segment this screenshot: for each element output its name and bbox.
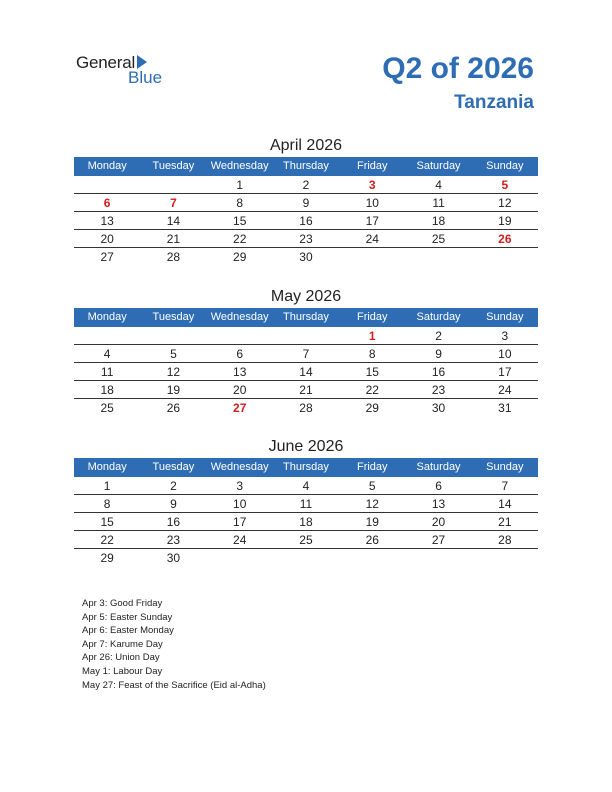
day-cell: 22 (365, 383, 379, 397)
day-cell: 10 (233, 497, 247, 511)
day-cell: 25 (299, 533, 313, 547)
day-cell: 9 (435, 347, 442, 361)
weekday-label: Tuesday (152, 461, 195, 473)
empty-cell (273, 549, 339, 566)
day-cell: 10 (365, 196, 379, 210)
day-cell: 9 (302, 196, 310, 210)
day-cell: 14 (166, 214, 181, 228)
day-cell: 29 (100, 551, 114, 565)
day-cell: 4 (103, 347, 111, 361)
empty-cell (405, 549, 471, 566)
month-june (74, 436, 538, 566)
day-cell: 25 (431, 232, 446, 246)
day-cell: 19 (365, 515, 379, 529)
week-row (74, 248, 538, 265)
day-cell: 23 (299, 232, 313, 246)
day-cell: 13 (100, 214, 114, 228)
empty-cell (405, 248, 471, 265)
weekday-label: Thursday (283, 160, 329, 172)
holiday-note: Apr 3: Good Friday (82, 598, 163, 609)
week-row (74, 230, 538, 248)
empty-cell (339, 549, 405, 566)
day-cell: 22 (100, 533, 114, 547)
day-cell: 11 (100, 365, 114, 379)
weekday-label: Tuesday (152, 311, 195, 323)
week-row (74, 399, 538, 416)
month-may (74, 286, 538, 416)
weekday-header (74, 157, 538, 176)
day-cell: 19 (498, 214, 512, 228)
day-cell: 9 (170, 497, 177, 511)
holiday-notes (82, 597, 266, 692)
day-cell: 27 (233, 401, 247, 415)
month-title: June 2026 (268, 438, 344, 455)
day-cell: 4 (302, 479, 310, 493)
weekday-label: Friday (356, 160, 388, 172)
day-cell: 18 (431, 214, 446, 228)
day-cell: 1 (368, 329, 376, 343)
month-grid (74, 176, 538, 265)
day-cell: 17 (365, 214, 379, 228)
day-cell: 21 (299, 383, 313, 397)
day-cell: 16 (431, 365, 446, 379)
day-cell: 12 (166, 365, 181, 379)
week-row (74, 549, 538, 566)
week-row (74, 381, 538, 399)
holiday-note: Apr 6: Easter Monday (82, 625, 174, 637)
empty-cell (74, 176, 140, 193)
week-row (74, 327, 538, 345)
week-row (74, 477, 538, 495)
empty-cell (339, 248, 405, 265)
weekday-label: Thursday (283, 461, 329, 473)
day-cell: 15 (233, 214, 247, 228)
empty-cell (273, 327, 339, 344)
day-cell: 31 (498, 401, 512, 415)
month-title: April 2026 (269, 137, 343, 154)
week-row (74, 531, 538, 549)
day-cell: 5 (170, 347, 177, 361)
empty-cell (472, 248, 538, 265)
day-cell: 24 (498, 383, 512, 397)
day-cell: 3 (236, 479, 244, 493)
day-cell: 11 (299, 497, 313, 511)
day-cell: 20 (100, 232, 114, 246)
weekday-label: Sunday (486, 311, 524, 323)
weekday-label: Saturday (416, 311, 461, 323)
day-cell: 24 (365, 232, 379, 246)
day-cell: 12 (498, 196, 512, 210)
day-cell: 20 (431, 515, 446, 529)
quarter-title: Q2 of 2026 (382, 52, 534, 85)
week-row (74, 176, 538, 194)
weekday-label: Wednesday (210, 160, 269, 172)
empty-cell (74, 327, 140, 344)
day-cell: 8 (103, 497, 111, 511)
holiday-note: May 27: Feast of the Sacrifice (Eid al-Adha) (82, 679, 266, 691)
day-cell: 14 (498, 497, 512, 511)
day-cell: 7 (170, 196, 177, 210)
weekday-label: Thursday (283, 311, 329, 323)
empty-cell (207, 549, 273, 566)
logo-general-text: General (76, 53, 136, 72)
holiday-note: Apr 7: Karume Day (82, 638, 163, 650)
day-cell: 11 (432, 196, 445, 210)
day-cell: 6 (236, 347, 244, 361)
day-cell: 1 (103, 479, 111, 493)
month-title: May 2026 (270, 288, 342, 305)
day-cell: 21 (498, 515, 512, 529)
empty-cell (207, 327, 273, 344)
week-row (74, 363, 538, 381)
weekday-label: Wednesday (210, 461, 269, 473)
day-cell: 20 (233, 383, 247, 397)
day-cell: 17 (233, 515, 247, 529)
weekday-label: Monday (87, 461, 127, 473)
week-row (74, 212, 538, 230)
day-cell: 12 (365, 497, 379, 511)
holiday-note: Apr 26: Union Day (82, 652, 160, 664)
day-cell: 16 (299, 214, 313, 228)
day-cell: 24 (233, 533, 247, 547)
day-cell: 30 (299, 250, 313, 264)
day-cell: 25 (100, 401, 114, 415)
day-cell: 13 (431, 497, 446, 511)
day-cell: 22 (233, 232, 247, 246)
day-cell: 10 (498, 347, 512, 361)
day-cell: 6 (103, 196, 111, 210)
logo-triangle-icon (137, 55, 147, 69)
logo-blue-text: Blue (128, 68, 163, 87)
country-title: Tanzania (454, 92, 534, 113)
day-cell: 3 (368, 178, 376, 192)
day-cell: 7 (501, 479, 509, 493)
weekday-label: Tuesday (152, 160, 195, 172)
day-cell: 13 (233, 365, 247, 379)
day-cell: 7 (302, 347, 310, 361)
day-cell: 5 (368, 479, 376, 493)
day-cell: 18 (100, 383, 114, 397)
weekday-label: Sunday (486, 160, 524, 172)
day-cell: 2 (170, 479, 177, 493)
day-cell: 14 (299, 365, 313, 379)
day-cell: 26 (365, 533, 379, 547)
day-cell: 8 (236, 196, 244, 210)
day-cell: 21 (166, 232, 181, 246)
day-cell: 23 (166, 533, 181, 547)
day-cell: 27 (100, 250, 114, 264)
day-cell: 18 (299, 515, 313, 529)
month-april (74, 135, 538, 265)
day-cell: 26 (166, 401, 181, 415)
day-cell: 5 (501, 178, 509, 192)
day-cell: 28 (498, 533, 512, 547)
day-cell: 16 (166, 515, 181, 529)
weekday-label: Monday (87, 311, 127, 323)
weekday-label: Saturday (416, 160, 461, 172)
day-cell: 29 (233, 250, 247, 264)
weekday-header (74, 308, 538, 327)
day-cell: 1 (236, 178, 244, 192)
weekday-label: Wednesday (210, 311, 269, 323)
day-cell: 4 (435, 178, 442, 192)
month-grid (74, 477, 538, 566)
day-cell: 15 (100, 515, 114, 529)
logo (76, 53, 176, 87)
day-cell: 23 (431, 383, 446, 397)
week-row (74, 345, 538, 363)
month-grid (74, 327, 538, 416)
weekday-label: Sunday (486, 461, 524, 473)
day-cell: 2 (302, 178, 310, 192)
day-cell: 28 (166, 250, 181, 264)
day-cell: 17 (498, 365, 512, 379)
week-row (74, 513, 538, 531)
day-cell: 3 (501, 329, 509, 343)
empty-cell (140, 327, 206, 344)
day-cell: 8 (368, 347, 376, 361)
day-cell: 15 (365, 365, 379, 379)
day-cell: 27 (431, 533, 446, 547)
weekday-label: Saturday (416, 461, 461, 473)
weekday-label: Friday (356, 461, 388, 473)
empty-cell (140, 176, 206, 193)
weekday-label: Monday (87, 160, 127, 172)
day-cell: 29 (365, 401, 379, 415)
day-cell: 26 (498, 232, 512, 246)
day-cell: 30 (431, 401, 446, 415)
empty-cell (472, 549, 538, 566)
holiday-note: May 1: Labour Day (82, 665, 163, 677)
holiday-note: Apr 5: Easter Sunday (82, 611, 173, 623)
weekday-label: Friday (356, 311, 388, 323)
day-cell: 28 (299, 401, 313, 415)
day-cell: 6 (435, 479, 442, 493)
day-cell: 19 (166, 383, 181, 397)
day-cell: 30 (166, 551, 181, 565)
week-row (74, 194, 538, 212)
week-row (74, 495, 538, 513)
weekday-header (74, 458, 538, 477)
day-cell: 2 (435, 329, 442, 343)
